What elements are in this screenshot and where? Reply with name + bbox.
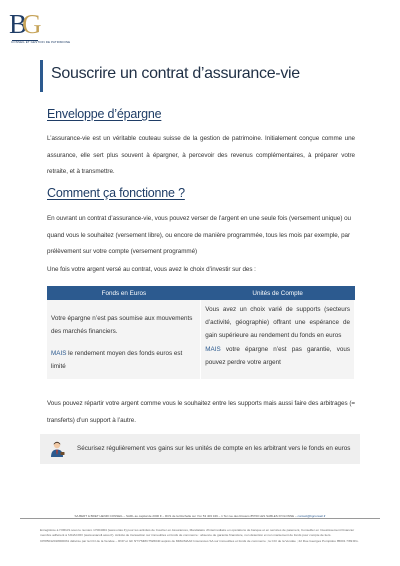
footer-divider bbox=[20, 518, 380, 519]
section-heading-enveloppe: Enveloppe d’épargne bbox=[47, 107, 162, 121]
tip-box bbox=[40, 434, 360, 464]
company-logo bbox=[9, 9, 71, 47]
fonctionnement-paragraph: En ouvrant un contrat d’assurance-vie, vous pouvez verser de l’argent en une seule fois (versement unique) ou quand vous le souhaitez (versement libre), ou encore de manière programmée, tous les mois par exemple, par prélèvement sur votre compte (versement programmé) bbox=[47, 215, 351, 256]
table-cell-unites-compte bbox=[201, 300, 355, 379]
logo-text: CONSEIL ET GESTION DE PATRIMOINE bbox=[11, 40, 71, 44]
section-heading-fonctionnement: Comment ça fonctionne ? bbox=[47, 186, 185, 200]
footer-email-link[interactable]: contact@bgconseil.fr bbox=[297, 514, 326, 518]
table-header-row bbox=[47, 286, 355, 300]
comparison-table bbox=[47, 286, 355, 379]
table-cell-fonds-euros bbox=[47, 300, 201, 379]
table-row bbox=[47, 300, 355, 379]
table-header-unites-compte: Unités de Compte bbox=[201, 286, 355, 300]
table-header-fonds-euros: Fonds en Euros bbox=[47, 286, 201, 300]
footer-company-info: SA BERT & BRET HENRI CONSEIL – SARL au capital de 2000 € – RCS de la Rochelle sur Yon 53 403 349 – 1 Ter rue des Rosiers 85700 LES SABLES D’OLONNE – contact@bgconseil.fr bbox=[20, 514, 380, 518]
mais-label: MAIS bbox=[205, 346, 221, 353]
page-title: Souscrire un contrat d’assurance-vie bbox=[51, 65, 300, 82]
fonds-euros-advantage: Votre épargne n’est pas soumise aux mouvements des marchés financiers. bbox=[51, 315, 193, 335]
unites-compte-advantage: Vous avez un choix varié de supports (secteurs d’activité, géographie) offrant une espérance de gain supérieure au rendement du fonds en euros bbox=[205, 306, 350, 339]
unites-compte-drawback: MAIS votre épargne n’est pas garantie, vous pouvez perdre votre argent bbox=[205, 346, 350, 366]
tip-text: Sécurisez régulièrement vos gains sur les unités de compte en les arbitrant vers le fonds en euros bbox=[77, 445, 351, 452]
page-title-block bbox=[40, 60, 360, 92]
repartition-paragraph: Vous pouvez répartir votre argent comme vous le souhaitez entre les supports mais aussi faire des arbitrages (= transferts) d’un support à l’autre. bbox=[47, 400, 355, 424]
mais-label: MAIS bbox=[51, 350, 67, 357]
choix-paragraph: Une fois votre argent versé au contrat, vous avez le choix d’investir sur des : bbox=[47, 266, 256, 273]
footer-legal-text: Enregistrée à l’ORIAS sous le numéro 17004004 (www.orias.fr) pour les activités de Courtier en Assurances, Mandataire d’Intermédiaire en opérations de banque et en services de paiement, Conseiller en Investissement Financier membre adhérent à l’ANACOFI (www.anacofi.asso.fr). Activité de transaction sur immeubles et fonds de commerce : absence de garantie financière, non détention et non maniement de fonds pour compte de tiers. CPI85012018000031 délivrée par la CCI de la Vendée – RCP et GF N°N°MMC7526040 auprès de MMA/MAAF Insurances SA sur immeubles et fonds de commerce ; la CCI de la Vendée ; 22 Rue Georges Pompidou 85001 7/89 RG. bbox=[40, 528, 359, 543]
enveloppe-paragraph: L’assurance-vie est un véritable couteau suisse de la gestion de patrimoine. Initialement conçue comme une assurance, elle sert plus souvent à épargner, à percevoir des revenus complémentaires, à préparer votre retraite, et à transmettre. bbox=[47, 135, 355, 176]
fonds-euros-drawback: MAIS le rendement moyen des fonds euros est limité bbox=[51, 350, 183, 370]
advisor-icon bbox=[48, 440, 66, 458]
logo-mark: BG bbox=[9, 9, 39, 39]
